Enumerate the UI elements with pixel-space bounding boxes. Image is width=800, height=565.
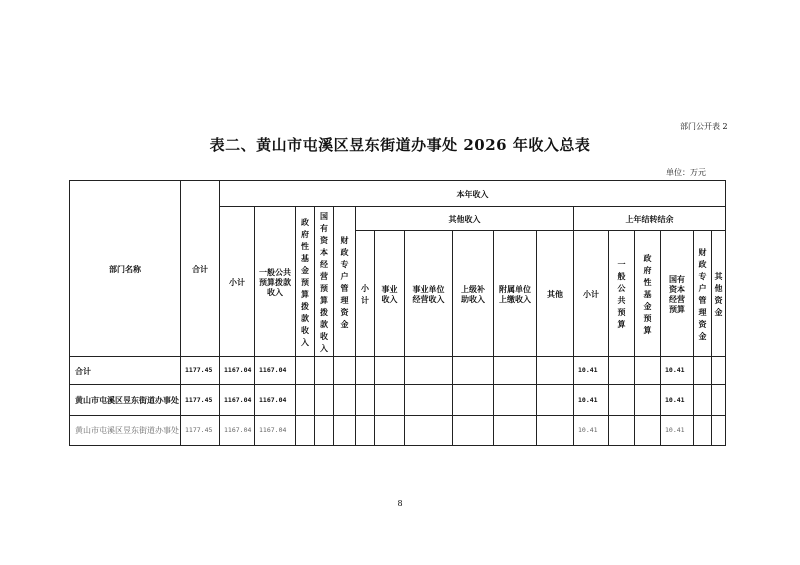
header-gov-fund: 政府性基金预算拨款收入 (296, 207, 315, 357)
page-title: 表二、黄山市屯溪区昱东街道办事处 2026 年收入总表 (209, 136, 591, 154)
header-business-income: 事业收入 (375, 231, 405, 357)
unit-label: 单位：万元 (666, 168, 706, 177)
header-carryover-other: 其他资金 (712, 231, 726, 357)
header-superior-subsidy: 上级补助收入 (453, 231, 494, 357)
cell-subtotal: 1167.04 (220, 357, 255, 385)
cell-total: 1177.45 (181, 385, 220, 416)
header-other: 其他 (537, 231, 574, 357)
cell-carryover-state-capital: 10.41 (661, 416, 694, 446)
header-carryover: 上年结转结余 (574, 207, 726, 231)
table-row (70, 385, 726, 416)
income-summary-table (69, 180, 726, 446)
header-carryover-general: 一般公共预算 (609, 231, 635, 357)
header-subordinate-unit-payment: 附属单位上缴收入 (494, 231, 537, 357)
header-carryover-fiscal-special: 财政专户管理资金 (694, 231, 712, 357)
cell-general-budget: 1167.04 (255, 416, 296, 446)
cell-general-budget: 1167.04 (255, 385, 296, 416)
header-business-unit-operating: 事业单位经营收入 (405, 231, 453, 357)
cell-subtotal: 1167.04 (220, 416, 255, 446)
header-dept-name: 部门名称 (70, 181, 181, 357)
cell-carryover-subtotal: 10.41 (574, 385, 609, 416)
header-total: 合计 (181, 181, 220, 357)
header-other-subtotal: 小计 (356, 231, 375, 357)
header-carryover-gov-fund: 政府性基金预算 (635, 231, 661, 357)
table-row (70, 357, 726, 385)
header-carryover-state-capital: 国有资本经营预算 (661, 231, 694, 357)
cell-carryover-subtotal: 10.41 (574, 357, 609, 385)
header-subtotal: 小计 (220, 207, 255, 357)
cell-total: 1177.45 (181, 357, 220, 385)
header-state-capital: 国有资本经营预算拨款收入 (315, 207, 334, 357)
row-name: 合计 (70, 357, 181, 385)
cell-subtotal: 1167.04 (220, 385, 255, 416)
header-carryover-subtotal: 小计 (574, 231, 609, 357)
cell-carryover-state-capital: 10.41 (661, 357, 694, 385)
cell-carryover-state-capital: 10.41 (661, 385, 694, 416)
table-row (70, 416, 726, 446)
cell-general-budget: 1167.04 (255, 357, 296, 385)
cell-total: 1177.45 (181, 416, 220, 446)
page-number: 8 (397, 499, 403, 508)
header-current-year-income: 本年收入 (220, 181, 726, 207)
form-number: 部门公开表 2 (680, 122, 728, 131)
header-general-budget: 一般公共预算拨款收入 (255, 207, 296, 357)
cell-carryover-subtotal: 10.41 (574, 416, 609, 446)
header-other-income: 其他收入 (356, 207, 574, 231)
row-name: 黄山市屯溪区昱东街道办事处 (70, 385, 181, 416)
row-name: 黄山市屯溪区昱东街道办事处 (70, 416, 181, 446)
header-fiscal-special: 财政专户管理资金 (334, 207, 356, 357)
